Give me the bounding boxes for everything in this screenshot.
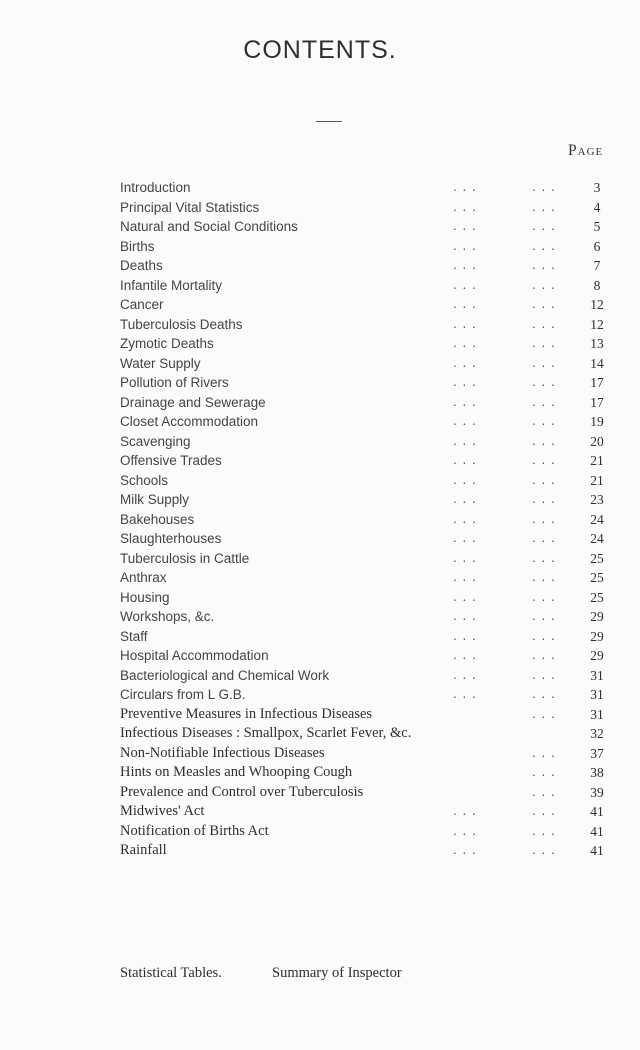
- entry-title: Housing: [120, 589, 170, 605]
- leader-dots: . . .: [453, 354, 477, 370]
- leader-dots: . . .: [453, 627, 477, 643]
- entry-page-number: 17: [590, 375, 604, 390]
- leader-dots: . . .: [532, 744, 556, 760]
- entry-page-number: 12: [590, 297, 604, 312]
- contents-entry: [120, 607, 640, 627]
- leader-dots: . . .: [532, 647, 556, 662]
- entry-page-number: 31: [590, 706, 604, 722]
- footer-summary-inspector: Summary of Inspector: [272, 965, 402, 981]
- leader-dots: . . .: [453, 686, 477, 701]
- contents-entry: [120, 315, 640, 335]
- leader-dots: . . .: [453, 822, 477, 838]
- contents-entry: [120, 354, 640, 374]
- contents-entry: [120, 763, 640, 783]
- contents-entry: [120, 529, 640, 549]
- contents-entry: [120, 451, 640, 471]
- contents-entry: [120, 510, 640, 530]
- entry-title: Births: [120, 238, 155, 254]
- leader-dots: . . .: [453, 179, 477, 194]
- leader-dots: . . .: [453, 588, 477, 604]
- leader-dots: . . .: [453, 666, 477, 682]
- leader-dots: . . .: [532, 588, 556, 604]
- entry-page-number: 3: [593, 180, 601, 195]
- leader-dots: . . .: [532, 686, 556, 701]
- entry-title: Deaths: [120, 258, 163, 273]
- contents-entry: [120, 783, 640, 803]
- leader-dots: . . .: [453, 452, 477, 467]
- contents-entry: [120, 666, 640, 686]
- entry-page-number: 41: [590, 804, 604, 819]
- contents-entry: [120, 432, 640, 452]
- entry-page-number: 19: [590, 414, 604, 429]
- title-divider: [316, 121, 342, 122]
- entry-title: Staff: [120, 628, 148, 644]
- entry-page-number: 29: [590, 628, 604, 644]
- leader-dots: . . .: [532, 179, 556, 194]
- contents-entry: [120, 256, 640, 276]
- contents-entry: [120, 646, 640, 666]
- entry-page-number: 23: [590, 492, 604, 507]
- leader-dots: . . .: [453, 432, 477, 448]
- contents-entry: [120, 490, 640, 510]
- leader-dots: . . .: [453, 198, 477, 214]
- contents-entry: [120, 198, 640, 218]
- entry-title: Preventive Measures in Infectious Diseases: [120, 705, 373, 722]
- entry-title: Principal Vital Statistics: [120, 199, 260, 215]
- entry-title: Schools: [120, 472, 169, 488]
- leader-dots: . . .: [532, 666, 556, 682]
- leader-dots: . . .: [453, 374, 477, 389]
- leader-dots: . . .: [532, 803, 556, 818]
- contents-entry: [120, 549, 640, 569]
- contents-entry: [120, 217, 640, 237]
- contents-entry: [120, 841, 640, 861]
- entry-title: Workshops, &c.: [120, 609, 215, 624]
- entry-page-number: 25: [590, 570, 604, 585]
- leader-dots: . . .: [453, 393, 477, 409]
- contents-entry: [120, 393, 640, 413]
- entry-title: Slaughterhouses: [120, 531, 222, 546]
- page-title: CONTENTS.: [243, 36, 397, 64]
- entry-title: Tuberculosis Deaths: [120, 316, 243, 332]
- contents-entry: [120, 822, 640, 842]
- entry-page-number: 8: [593, 277, 601, 293]
- entry-title: Scavenging: [120, 433, 191, 449]
- leader-dots: . . .: [453, 803, 477, 818]
- entry-page-number: 21: [590, 453, 604, 468]
- leader-dots: . . .: [532, 764, 556, 779]
- contents-entry: [120, 802, 640, 822]
- contents-entry: [120, 685, 640, 705]
- leader-dots: . . .: [453, 569, 477, 584]
- entry-title: Infantile Mortality: [120, 277, 223, 293]
- leader-dots: . . .: [453, 315, 477, 331]
- leader-dots: . . .: [453, 335, 477, 350]
- leader-dots: . . .: [453, 413, 477, 428]
- entry-page-number: 13: [590, 336, 604, 351]
- leader-dots: . . .: [532, 413, 556, 428]
- leader-dots: . . .: [453, 608, 477, 623]
- contents-entry: [120, 276, 640, 296]
- entry-page-number: 14: [590, 355, 604, 371]
- contents-entry: [120, 373, 640, 393]
- leader-dots: . . .: [453, 510, 477, 526]
- leader-dots: . . .: [453, 218, 477, 233]
- entry-title: Rainfall: [120, 842, 167, 858]
- entry-page-number: 24: [590, 531, 604, 546]
- entry-title: Anthrax: [120, 570, 167, 585]
- entry-page-number: 31: [590, 687, 604, 702]
- entry-page-number: 32: [590, 726, 604, 741]
- entry-page-number: 41: [590, 843, 604, 858]
- contents-entry: [120, 295, 640, 315]
- leader-dots: . . .: [532, 822, 556, 838]
- leader-dots: . . .: [532, 569, 556, 584]
- contents-entry: [120, 744, 640, 764]
- leader-dots: . . .: [532, 842, 556, 857]
- entry-page-number: 29: [590, 648, 604, 663]
- leader-dots: . . .: [532, 296, 556, 311]
- entry-title: Infectious Diseases : Smallpox, Scarlet Fever, &c.: [120, 725, 412, 741]
- entry-title: Water Supply: [120, 355, 201, 371]
- leader-dots: . . .: [532, 276, 556, 292]
- entry-title: Notification of Births Act: [120, 822, 269, 839]
- leader-dots: . . .: [453, 549, 477, 565]
- entry-page-number: 5: [593, 219, 601, 234]
- leader-dots: . . .: [453, 296, 477, 311]
- entry-page-number: 7: [593, 258, 601, 273]
- leader-dots: . . .: [453, 237, 477, 253]
- contents-entry: [120, 724, 640, 744]
- leader-dots: . . .: [532, 705, 556, 721]
- contents-entry: [120, 412, 640, 432]
- entry-title: Milk Supply: [120, 492, 190, 507]
- entry-page-number: 37: [590, 745, 604, 761]
- entry-page-number: 12: [590, 316, 604, 332]
- entry-title: Hospital Accommodation: [120, 648, 269, 663]
- contents-entry: [120, 705, 640, 725]
- leader-dots: . . .: [532, 354, 556, 370]
- leader-dots: . . .: [453, 530, 477, 545]
- leader-dots: . . .: [532, 393, 556, 409]
- entry-title: Introduction: [120, 180, 191, 195]
- entry-page-number: 39: [590, 784, 604, 800]
- entry-title: Drainage and Sewerage: [120, 394, 266, 410]
- leader-dots: . . .: [532, 608, 556, 623]
- leader-dots: . . .: [532, 257, 556, 272]
- leader-dots: . . .: [453, 257, 477, 272]
- page-column-header: [568, 142, 632, 160]
- entry-page-number: 31: [590, 667, 604, 683]
- entry-page-number: 25: [590, 589, 604, 605]
- entry-page-number: 24: [590, 511, 604, 527]
- entry-title: Closet Accommodation: [120, 414, 259, 429]
- leader-dots: . . .: [532, 198, 556, 214]
- leader-dots: . . .: [532, 335, 556, 350]
- leader-dots: . . .: [532, 218, 556, 233]
- entry-title: Circulars from L G.B.: [120, 687, 246, 702]
- leader-dots: . . .: [532, 374, 556, 389]
- entry-page-number: 20: [590, 433, 604, 449]
- leader-dots: . . .: [453, 842, 477, 857]
- entry-page-number: 25: [590, 550, 604, 566]
- entry-title: Bakehouses: [120, 511, 195, 527]
- leader-dots: . . .: [532, 510, 556, 526]
- entry-title: Tuberculosis in Cattle: [120, 550, 250, 566]
- leader-dots: . . .: [532, 237, 556, 253]
- entry-page-number: 4: [593, 199, 601, 215]
- entry-page-number: 38: [590, 765, 604, 780]
- leader-dots: . . .: [532, 549, 556, 565]
- entry-title: Bacteriological and Chemical Work: [120, 667, 330, 683]
- leader-dots: . . .: [532, 530, 556, 545]
- entry-page-number: 41: [590, 823, 604, 839]
- contents-entry: [120, 471, 640, 491]
- leader-dots: . . .: [532, 491, 556, 506]
- entry-page-number: 6: [593, 238, 601, 254]
- contents-list: [120, 178, 640, 861]
- leader-dots: . . .: [453, 491, 477, 506]
- entry-title: Midwives' Act: [120, 803, 205, 819]
- entry-title: Hints on Measles and Whooping Cough: [120, 764, 353, 780]
- page-header-initial: P: [568, 142, 578, 159]
- leader-dots: . . .: [453, 276, 477, 292]
- leader-dots: . . .: [453, 471, 477, 487]
- entry-title: Cancer: [120, 297, 164, 312]
- entry-title: Natural and Social Conditions: [120, 219, 298, 234]
- page-header-rest: AGE: [577, 146, 604, 158]
- leader-dots: . . .: [532, 627, 556, 643]
- leader-dots: . . .: [532, 315, 556, 331]
- entry-title: Offensive Trades: [120, 453, 222, 468]
- entry-title: Prevalence and Control over Tuberculosis: [120, 783, 364, 800]
- contents-entry: [120, 237, 640, 257]
- leader-dots: . . .: [532, 471, 556, 487]
- entry-page-number: 17: [590, 394, 604, 410]
- entry-title: Non-Notifiable Infectious Diseases: [120, 744, 325, 761]
- footer-statistical-tables: Statistical Tables.: [120, 965, 222, 981]
- contents-entry: [120, 588, 640, 608]
- leader-dots: . . .: [532, 452, 556, 467]
- contents-entry: [120, 178, 640, 198]
- leader-dots: . . .: [532, 432, 556, 448]
- leader-dots: . . .: [532, 783, 556, 799]
- contents-entry: [120, 334, 640, 354]
- contents-entry: [120, 627, 640, 647]
- entry-title: Pollution of Rivers: [120, 375, 229, 390]
- entry-title: Zymotic Deaths: [120, 336, 214, 351]
- contents-entry: [120, 568, 640, 588]
- entry-page-number: 29: [590, 609, 604, 624]
- leader-dots: . . .: [453, 647, 477, 662]
- entry-page-number: 21: [590, 472, 604, 488]
